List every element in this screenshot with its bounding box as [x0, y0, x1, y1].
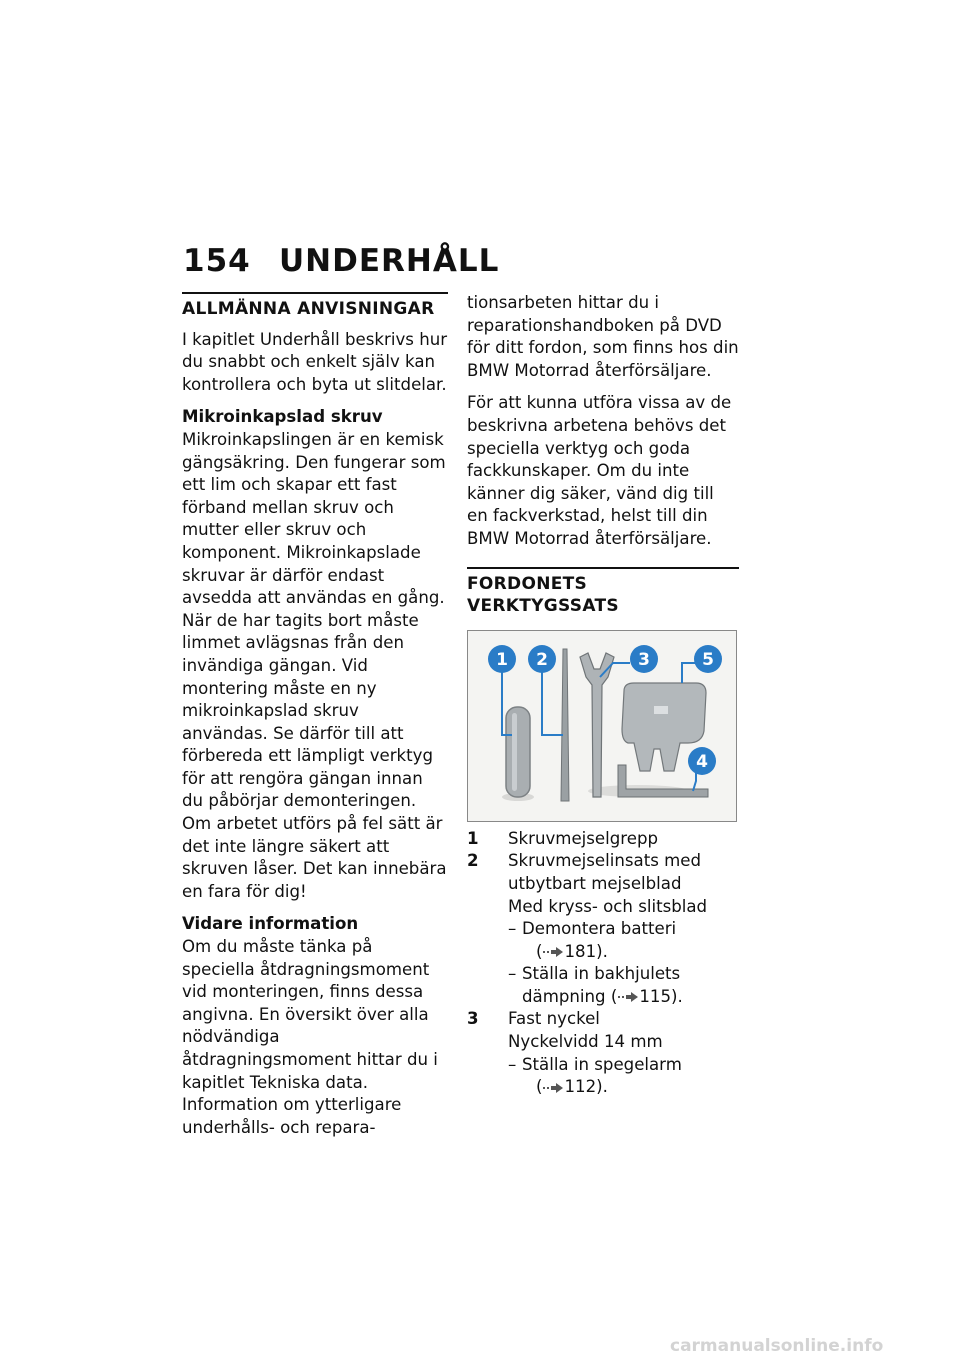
callout-5	[694, 645, 722, 673]
legend-item-2	[467, 850, 739, 1008]
page-number-ref: 115	[639, 986, 672, 1006]
callout-3	[630, 645, 658, 673]
page-reference-arrow-icon	[617, 991, 639, 1003]
legend-text: Nyckelvidd 14 mm	[508, 1032, 663, 1052]
toolkit-figure	[467, 630, 737, 822]
page-number-ref: 181	[564, 941, 597, 961]
watermark-text: carmanualsonline.info	[670, 1336, 884, 1356]
right-column	[467, 292, 739, 1099]
paragraph-further-info-2: Information om ytterligare underhålls- och repara-	[182, 1095, 402, 1137]
legend-number: 1	[467, 828, 479, 848]
left-column	[182, 292, 448, 1149]
legend-number: 2	[467, 851, 479, 871]
paragraph-further-info-1: Om du måste tänka på speciella åtdragningsmoment vid monteringen, finns dessa angivna. En översikt över alla nödvändiga åtdragningsmoment hittar du i kapitlet Tekniska data.	[182, 937, 438, 1092]
paragraph-microencapsulated-2: När de har tagits bort måste limmet avlägsnas från den invändiga gängan. Vid montering måste en ny mikroinkapslad skruv användas. Se därför till att förbereda ett lämpligt verktyg för att rengöra gängan innan du påbörjar demonteringen. Om arbetet utförs på fel sätt är det inte längre säkert att skruven låser. Det kan innebära en fara för dig!	[182, 610, 447, 901]
callout-label-2: 2	[536, 649, 548, 670]
page-reference[interactable]: ( 112).	[536, 1077, 608, 1097]
chapter-title: UNDERHÅLL	[279, 243, 500, 279]
bullet-text: Ställa in bakhjulets dämpning	[522, 964, 681, 1006]
callout-4	[688, 747, 716, 775]
toolkit-illustration	[468, 631, 736, 821]
callout-label-5: 5	[702, 649, 714, 670]
screwdriver-insert-tool	[561, 649, 569, 801]
legend-number: 3	[467, 1009, 479, 1029]
page-reference[interactable]: ( 115).	[610, 986, 683, 1006]
paragraph-continued: tionsarbeten hittar du i reparationshandboken på DVD för ditt fordon, som finns hos din BMW Motorrad återförsäljare.	[467, 293, 739, 380]
legend-text: Med kryss- och slitsblad	[508, 896, 708, 916]
bullet-text: Demontera batteri	[522, 919, 677, 939]
section-title-toolkit: FORDONETS VERKTYGSSATS	[467, 567, 739, 618]
bullet-text: Ställa in spegelarm	[522, 1054, 682, 1074]
page-reference-arrow-icon	[542, 1082, 564, 1094]
legend-bullet: – Ställa in bakhjulets dämpning ( 115).	[508, 964, 683, 1006]
legend-item-3	[467, 1008, 739, 1098]
intro-paragraph: I kapitlet Underhåll beskrivs hur du snabbt och enkelt själv kan kontrollera och byta ut slitdelar.	[182, 329, 448, 394]
legend-bullet: – Ställa in spegelarm ( 112).	[508, 1054, 739, 1099]
legend-text: Fast nyckel	[508, 1009, 600, 1029]
page-reference-arrow-icon	[542, 946, 564, 958]
paragraph-special-tools: För att kunna utföra vissa av de beskrivna arbetena behövs det speciella verktyg och goda fackkunskaper. Om du inte känner dig säker, vänd dig till en fackverkstad, helst till din BMW Motorrad återförsäljare.	[467, 393, 732, 548]
toolkit-legend	[467, 828, 739, 1099]
subheading-further-info: Vidare information	[182, 914, 359, 934]
callout-2	[528, 645, 556, 673]
screwdriver-grip-tool	[506, 707, 530, 797]
subheading-microencapsulated: Mikroinkapslad skruv	[182, 407, 383, 427]
page-header	[183, 243, 499, 279]
page-number: 154	[183, 243, 251, 279]
callout-label-4: 4	[696, 751, 708, 772]
page-number-ref: 112	[564, 1077, 597, 1097]
callout-1	[488, 645, 516, 673]
legend-text: Skruvmejselgrepp	[508, 828, 659, 848]
legend-text: Skruvmejselinsats med utbytbart mejselblad	[508, 851, 702, 893]
legend-item-1	[467, 828, 739, 851]
section-title-general: ALLMÄNNA ANVISNINGAR	[182, 292, 448, 321]
legend-bullet: – Demontera batteri ( 181).	[508, 918, 739, 963]
callout-label-1: 1	[496, 649, 508, 670]
paragraph-microencapsulated-1: Mikroinkapslingen är en kemisk gängsäkring. Den fungerar som ett lim och skapar ett fast förband mellan skruv och mutter eller skruv och komponent. Mikroinkapslade skruvar är därför endast avsedda att användas en gång.	[182, 429, 446, 608]
page-reference[interactable]: ( 181).	[536, 941, 608, 961]
callout-label-3: 3	[638, 649, 650, 670]
